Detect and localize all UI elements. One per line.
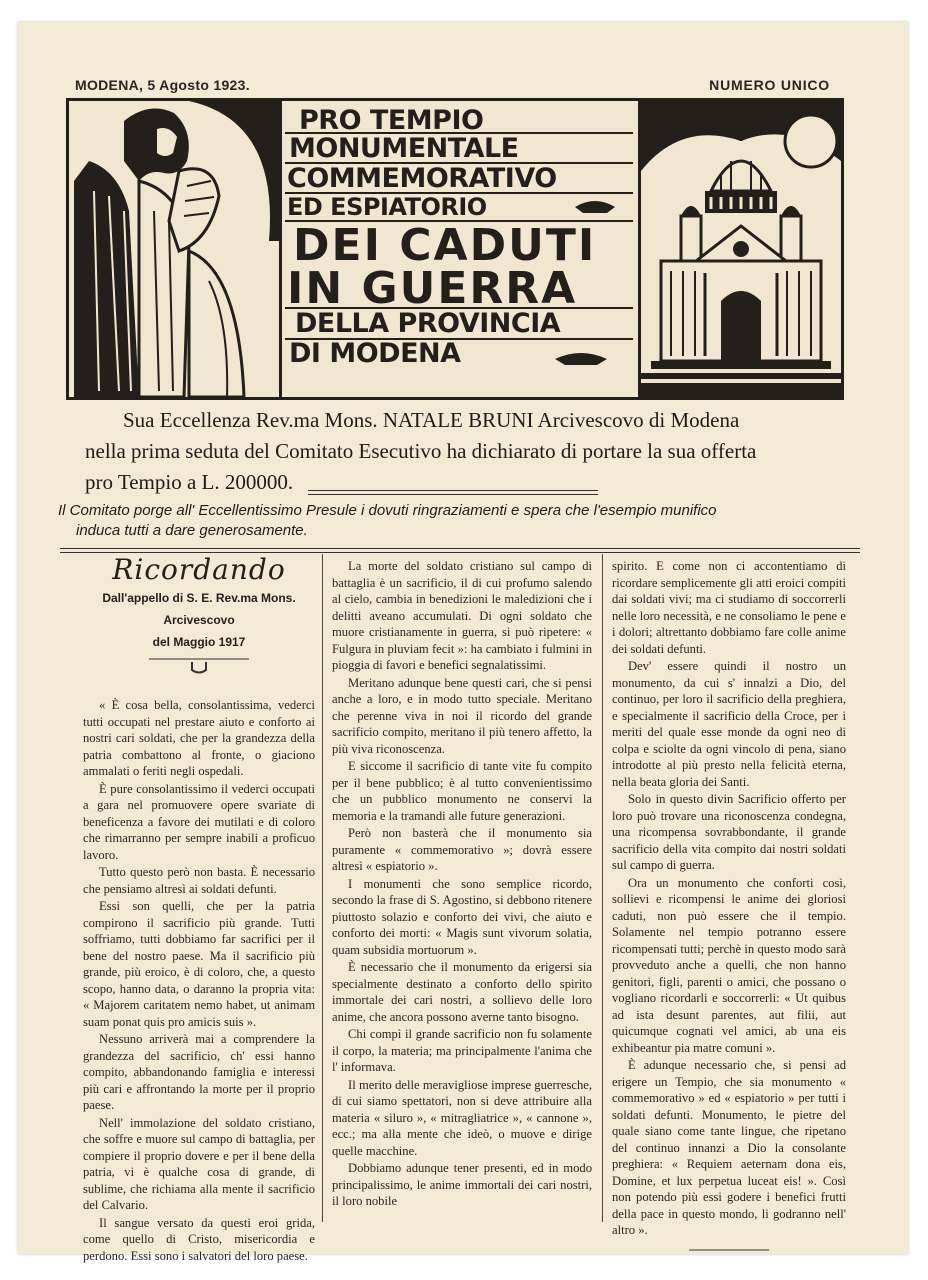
paragraph: È necessario che il monumento da erigersi sia specialmente destinato a conforto dello spirito immortale dei cari nostri, a sollievo delle loro anime, che ancora possono averne tanto bisogno.: [332, 960, 592, 1024]
masthead-line: DELLA PROVINCIA: [295, 308, 561, 339]
thanks-line: Il Comitato porge all' Eccellentissimo Presule i dovuti ringraziamenti e spera che l'esempio munifico: [58, 502, 717, 519]
paragraph: Nessuno arriverà mai a comprendere la grandezza del sacrificio, ch' essi hanno compito, abbandonando famiglia e interessi più cari e affrontando la morte per il proprio paese.: [83, 1032, 315, 1112]
paragraph: spirito. E come non ci accontentiamo di ricordare semplicemente gli atti eroici compiti dai soldati vivi; ma ci studiamo di soccorrerli nelle loro necessità, e ne consoliamo le pene e i dolori; altrettanto dobbiamo fare colle anime dei soldati defunti.: [612, 559, 846, 656]
masthead-line: DEI CADUTI: [293, 220, 597, 271]
article-column-1: [83, 553, 315, 1265]
paragraph: È adunque necessario che, si pensi ad erigere un Tempio, che sia monumento « commemorativo » ed « espiatorio » per tutti i soldati defunti. Monumento, le pietre del quale siano come tante lingue, che ripetano del continuo innanzi a Dio la consolante preghiera: « Requiem aeternam dona eis, Domine, et lux perpetua luceat eis! ». Così non potendo più essi godere i benefici frutti della pace in questo mondo, li godranno nell' altro ».: [612, 1058, 846, 1237]
masthead-line: COMMEMORATIVO: [287, 163, 557, 194]
paragraph: Ora un monumento che conforti così, sollievi e ricompensi le anime dei gloriosi caduti, non può essere che il tempio. Solamente nel tempio potranno essere ricompensati tutti; perchè in questo modo sarà provveduto anche a quelli, che non hanno genitori, figli, parenti o amici, che possano o vogliano ricordarli e soccorrerli: « Ut quibus ad ista desunt parentes, aut filii, aut quicumque cognati vel amici, ab una eis exhibeantur pia matre comuni ».: [612, 875, 846, 1055]
thanks-line: induca tutti a dare generosamente.: [76, 522, 308, 539]
paragraph: La morte del soldato cristiano sul campo di battaglia è un sacrificio, il di cui profumo salendo al cielo, cambia in benedizioni le maledizioni che i delitti aveano accumulati. Di ogni soldato che muore cristianamente in guerra, si può ripetere: « Fulgura in pluviam fecit »: ha cambiato i fulmini in pioggia di favori e benefici segnalatissimi.: [332, 559, 592, 672]
masthead-title: [285, 103, 633, 393]
praying-figure-icon: [69, 101, 279, 397]
paragraph: È pure consolantissimo il vederci occupati a gara nel promuovere opere svariate di beneficenza a favore dei mutilati e di coloro che rimarranno per sempre inabili a proficuo lavoro.: [83, 781, 315, 862]
end-rule-icon: [689, 1247, 769, 1253]
column-rule: [322, 554, 323, 1222]
article-column-2: [332, 558, 592, 1211]
divider: [308, 494, 598, 495]
temple-icon: [641, 101, 841, 397]
column-rule: [602, 554, 603, 1222]
article-column-3: [612, 558, 846, 1253]
newspaper-page: [18, 22, 908, 1263]
masthead-line: IN GUERRA: [287, 263, 578, 314]
paragraph: Tutto questo però non basta. È necessario che pensiamo altresì ai soldati defunti.: [83, 865, 315, 896]
paragraph: Dobbiamo adunque tener presenti, ed in modo principalissimo, le anime immortali dei cari nostri, il loro nobile: [332, 1161, 592, 1208]
masthead-line: MONUMENTALE: [289, 133, 519, 164]
masthead: [66, 98, 844, 400]
paragraph: Il merito delle meravigliose imprese guerresche, di cui siamo spettatori, non si deve attribuire alla materia « siluro », « mitragliatrice », « cannone », ecc.; ma alla mente che ideò, o muove e dirige quelle macchine.: [332, 1077, 592, 1158]
paragraph: I monumenti che sono semplice ricordo, secondo la frase di S. Agostino, si debbono ritenere piuttosto solazio e conforto dei vivi, che aiuto e conforto dei morti: « Magis sunt vivorum solatia, quam subsidia mortuorum ».: [332, 876, 592, 957]
paragraph: Solo in questo divin Sacrificio offerto per loro può trovare una riconoscenza condegna, una ricompensa sovrabbondante, il grande sacrificio della vita compito dai nostri soldati sul campo di guerra.: [612, 792, 846, 872]
announcement: [85, 405, 845, 498]
paragraph: Chi compì il grande sacrificio non fu solamente il corpo, la materia; ma principalmente l'anima che l' informava.: [332, 1027, 592, 1074]
announcement-line: nella prima seduta del Comitato Esecutivo ha dichiarato di portare la sua offerta: [85, 439, 757, 463]
dateline: MODENA, 5 Agosto 1923.: [75, 77, 250, 93]
masthead-line: ED ESPIATORIO: [287, 193, 487, 221]
paragraph: Però non basterà che il monumento sia puramente « commemorativo »; dovrà essere altresì « espiatorio ».: [332, 826, 592, 873]
paragraph: Dev' essere quindi il nostro un monumento, da cui s' innalzi a Dio, del continuo, per loro il sacrificio della preghiera, e specialmente il sacrificio della Croce, per i meriti del quale esse monde da ogni neo di colpa e sciolte da ogni vincolo di pena, siano introdotte al più presto nella felicità eterna, nella beata gloria dei Santi.: [612, 659, 846, 789]
paragraph: Il sangue versato da questi eroi grida, come quello di Cristo, misericordia e perdono. Essi sono i salvatori del loro paese.: [83, 1215, 315, 1263]
paragraph: Nell' immolazione del soldato cristiano, che soffre e muore sul campo di battaglia, per compiere il proprio dovere e per il bene della patria, vi è qualche cosa di grande, di sublime, che richiama alla mente il sacrificio del Calvario.: [83, 1115, 315, 1212]
article-subtitle: Dall'appello di S. E. Rev.ma Mons. Arcivescovo: [102, 590, 296, 627]
divider: [60, 548, 860, 549]
paragraph: Essi son quelli, che per la patria compirono il sacrificio più grande. Tutti soffriamo, tutti dobbiamo far sacrifici per il bene del nostro paese. Ma il sacrificio più grande, più eroico, è di coloro, che, a questo scopo, hanno data, o daranno la propria vita: « Majorem caritatem nemo habet, ut animam suam ponat quis pro amicis suis ».: [83, 899, 315, 1029]
temple-illustration: [638, 101, 841, 397]
paragraph: E siccome il sacrificio di tante vite fu compito per il bene pubblico; è al tutto convenientissimo che un pubblico monumento ne conservi la memoria e la tramandi alle future generazioni.: [332, 759, 592, 823]
divider: [308, 490, 598, 491]
ornament-icon: [83, 655, 315, 680]
article-subtitle: del Maggio 1917: [152, 634, 246, 649]
praying-figure-illustration: [69, 101, 282, 397]
paragraph: « È cosa bella, consolantissima, vederci tutti occupati nel prestare aiuto e conforto ai nostri cari soldati, che per la grandezza della patria combattono al fronte, o giaciono ammalati o feriti negli ospedali.: [83, 698, 315, 778]
announcement-line: pro Tempio a L. 200000.: [85, 470, 294, 494]
paragraph: Meritano adunque bene questi cari, che si pensi anche a loro, e in modo tutto speciale. Meritano che perenne viva in noi il ricordo del grande sacrificio compito, meritano il più tenero affetto, la più viva riconoscenza.: [332, 675, 592, 756]
committee-thanks: [58, 501, 858, 541]
masthead-line: DI MODENA: [289, 338, 461, 369]
issue-label: NUMERO UNICO: [709, 77, 830, 93]
masthead-line: PRO TEMPIO: [299, 105, 484, 136]
article-title: Ricordando: [112, 553, 286, 586]
announcement-line: Sua Eccellenza Rev.ma Mons. NATALE BRUNI Arcivescovo di Modena: [123, 408, 740, 432]
